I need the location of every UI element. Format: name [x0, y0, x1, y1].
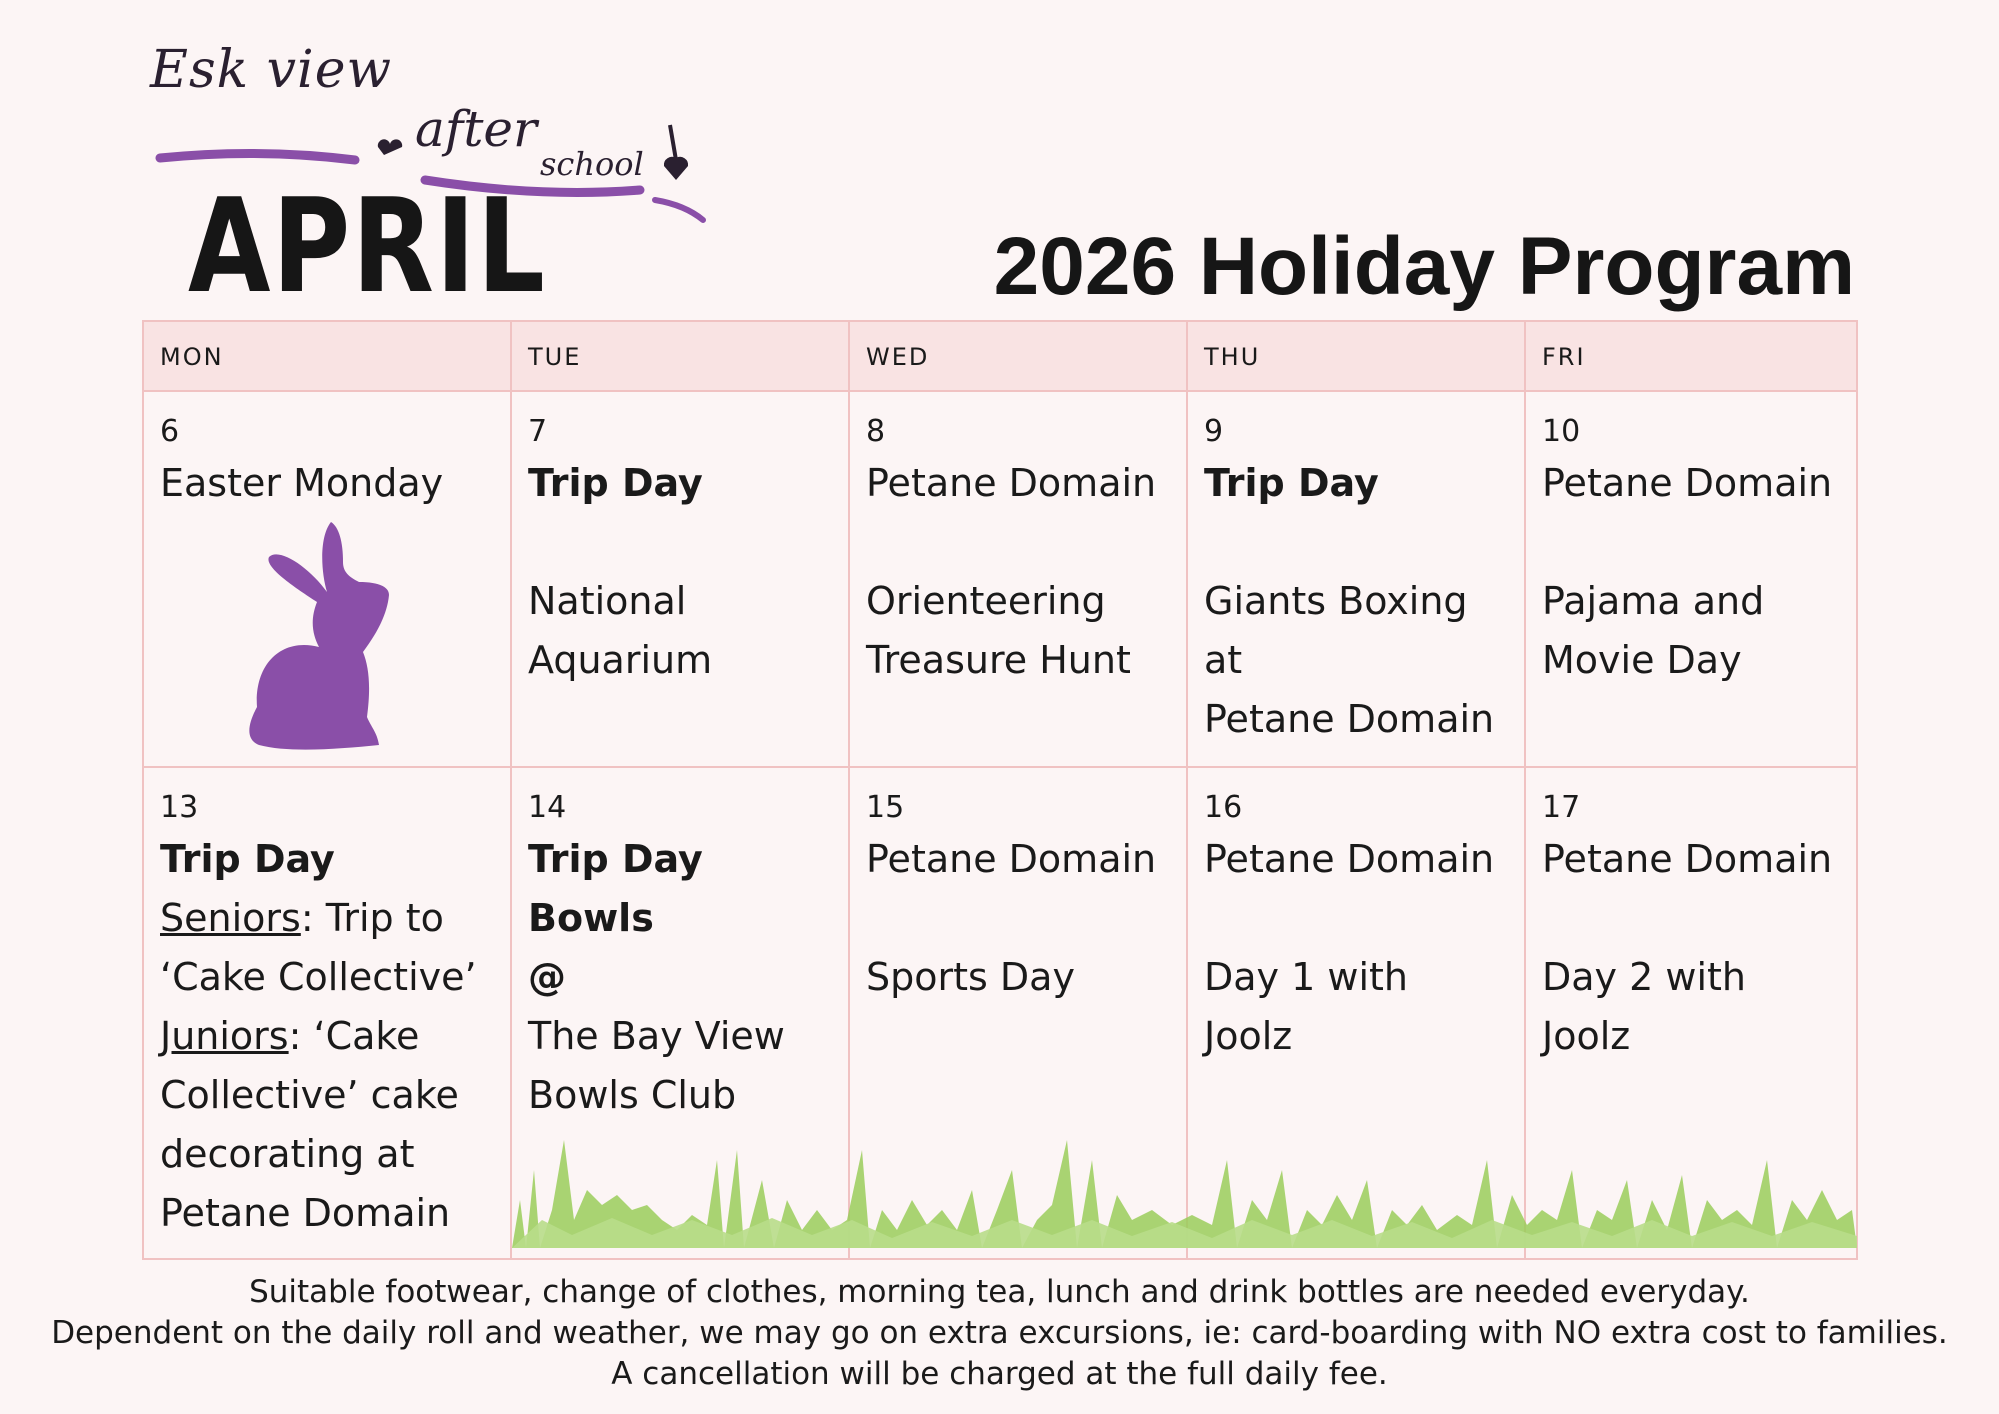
juniors-text: : ‘Cake — [288, 1014, 420, 1058]
date-number: 9 — [1204, 414, 1224, 449]
footer-notes — [0, 1272, 1999, 1395]
day-cell-9 — [1188, 392, 1526, 768]
date-number: 17 — [1542, 790, 1581, 825]
event-title: Petane Domain — [1204, 837, 1495, 881]
date-number: 13 — [160, 790, 199, 825]
logo-after: after — [415, 100, 537, 158]
grass-decoration — [512, 1100, 1857, 1250]
event-line: Movie Day — [1542, 638, 1742, 682]
event-title: Trip Day — [1204, 461, 1379, 505]
day-cell-7 — [512, 392, 850, 768]
event-line: Day 1 with Joolz — [1204, 955, 1408, 1058]
day-header-tue: TUE — [512, 322, 850, 392]
event-line: Day 2 with Joolz — [1542, 955, 1746, 1058]
day-cell-8 — [850, 392, 1188, 768]
event-line — [160, 1007, 494, 1066]
page-title: 2026 Holiday Program — [993, 221, 1855, 312]
event-line: Bowls Club — [528, 1073, 737, 1117]
day-cell-10 — [1526, 392, 1856, 768]
footer-line: A cancellation will be charged at the full daily fee. — [611, 1356, 1388, 1392]
heart-icon — [664, 157, 688, 180]
day-header-thu: THU — [1188, 322, 1526, 392]
event-title: Petane Domain — [1542, 461, 1833, 505]
event-line: Sports Day — [866, 955, 1075, 999]
event-title: Petane Domain — [1542, 837, 1833, 881]
event-line: Petane Domain — [160, 1191, 451, 1235]
date-number: 7 — [528, 414, 548, 449]
date-number: 14 — [528, 790, 567, 825]
event-title: Trip Day — [160, 837, 335, 881]
event-line: Collective’ cake — [160, 1073, 459, 1117]
date-number: 10 — [1542, 414, 1581, 449]
seniors-label: Seniors — [160, 896, 301, 940]
event-line: decorating at — [160, 1132, 415, 1176]
date-number: 8 — [866, 414, 886, 449]
event-title: Petane Domain — [866, 837, 1157, 881]
event-line: Giants Boxing at — [1204, 579, 1468, 682]
event-title: Petane Domain — [866, 461, 1157, 505]
event-title: Trip Day — [528, 837, 703, 881]
event-title: Trip Day — [528, 461, 703, 505]
footer-line: Suitable footwear, change of clothes, morning tea, lunch and drink bottles are needed everyday. — [249, 1274, 1750, 1310]
footer-line: Dependent on the daily roll and weather, we may go on extra excursions, ie: card-boarding with NO extra cost to families. — [51, 1315, 1948, 1351]
day-cell-6 — [144, 392, 512, 768]
event-line: ‘Cake Collective’ — [160, 955, 477, 999]
event-line: Pajama and — [1542, 579, 1765, 623]
logo-school: school — [540, 145, 644, 183]
day-header-mon: MON — [144, 322, 512, 392]
event-line: The Bay View — [528, 1014, 785, 1058]
date-number: 16 — [1204, 790, 1243, 825]
date-number: 6 — [160, 414, 180, 449]
event-line: National — [528, 579, 687, 623]
seniors-text: : Trip to — [300, 896, 444, 940]
day-header-fri: FRI — [1526, 322, 1856, 392]
event-line: Easter Monday — [160, 461, 444, 505]
event-line: @ — [528, 955, 566, 999]
month-heading: APRIL — [188, 170, 547, 322]
bunny-icon — [239, 517, 399, 757]
date-number: 15 — [866, 790, 905, 825]
day-cell-13 — [144, 768, 512, 1258]
event-line: Aquarium — [528, 638, 713, 682]
event-line: Bowls — [528, 896, 654, 940]
event-line: Petane Domain — [1204, 697, 1495, 741]
logo-esk-view: Esk view — [150, 40, 392, 100]
juniors-label: Juniors — [160, 1014, 289, 1058]
event-line: Treasure Hunt — [866, 638, 1131, 682]
event-line: Orienteering — [866, 579, 1106, 623]
day-header-wed: WED — [850, 322, 1188, 392]
event-line — [160, 889, 494, 948]
heart-icon — [378, 139, 402, 155]
